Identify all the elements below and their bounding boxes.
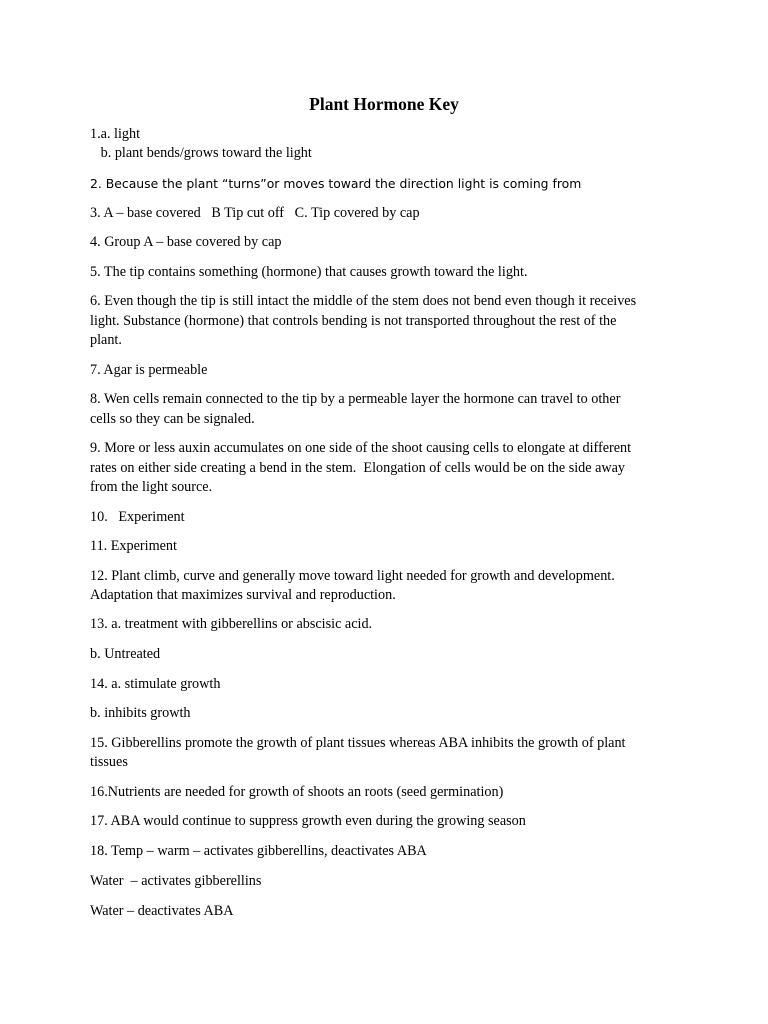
answer-18-water-2: Water – deactivates ABA: [90, 903, 234, 919]
answer-13a: 13. a. treatment with gibberellins or abscisic acid.: [90, 616, 373, 632]
answer-10: 10. Experiment: [90, 509, 185, 525]
answer-5: 5. The tip contains something (hormone) that causes growth toward the light.: [90, 264, 528, 280]
answer-15-line-2: tissues: [90, 754, 128, 770]
answer-1b: b. plant bends/grows toward the light: [90, 145, 312, 161]
answer-8-line-2: cells so they can be signaled.: [90, 411, 255, 427]
answer-18: 18. Temp – warm – activates gibberellins, deactivates ABA: [90, 843, 427, 859]
answer-6-line-1: 6. Even though the tip is still intact the middle of the stem does not bend even though it receives: [90, 293, 637, 309]
answer-8-line-1: 8. Wen cells remain connected to the tip by a permeable layer the hormone can travel to other: [90, 391, 621, 407]
answer-12-line-2: Adaptation that maximizes survival and reproduction.: [90, 587, 396, 603]
answer-3: 3. A – base covered B Tip cut off C. Tip covered by cap: [90, 205, 420, 221]
answer-4: 4. Group A – base covered by cap: [90, 234, 282, 250]
answer-7: 7. Agar is permeable: [90, 362, 208, 378]
answer-15-line-1: 15. Gibberellins promote the growth of plant tissues whereas ABA inhibits the growth of plant: [90, 735, 626, 751]
answer-18-water-1: Water – activates gibberellins: [90, 873, 262, 889]
answer-1a: 1.a. light: [90, 126, 141, 142]
answer-16: 16.Nutrients are needed for growth of shoots an roots (seed germination): [90, 784, 504, 800]
answer-6-line-2: light. Substance (hormone) that controls bending is not transported throughout the rest of the: [90, 313, 617, 329]
answer-12-line-1: 12. Plant climb, curve and generally move toward light needed for growth and development.: [90, 568, 615, 584]
answer-11: 11. Experiment: [90, 538, 177, 554]
answer-14b: b. inhibits growth: [90, 705, 191, 721]
page-title: Plant Hormone Key: [309, 94, 459, 114]
answer-2: 2. Because the plant “turns”or moves toward the direction light is coming from: [90, 176, 582, 191]
answer-14a: 14. a. stimulate growth: [90, 676, 221, 692]
answer-9-line-2: rates on either side creating a bend in the stem. Elongation of cells would be on the side away: [90, 460, 626, 476]
answer-6-line-3: plant.: [90, 332, 122, 348]
answer-13b: b. Untreated: [90, 646, 161, 662]
answer-17: 17. ABA would continue to suppress growth even during the growing season: [90, 813, 526, 829]
answer-9-line-3: from the light source.: [90, 479, 213, 495]
answer-9-line-1: 9. More or less auxin accumulates on one side of the shoot causing cells to elongate at different: [90, 440, 632, 456]
